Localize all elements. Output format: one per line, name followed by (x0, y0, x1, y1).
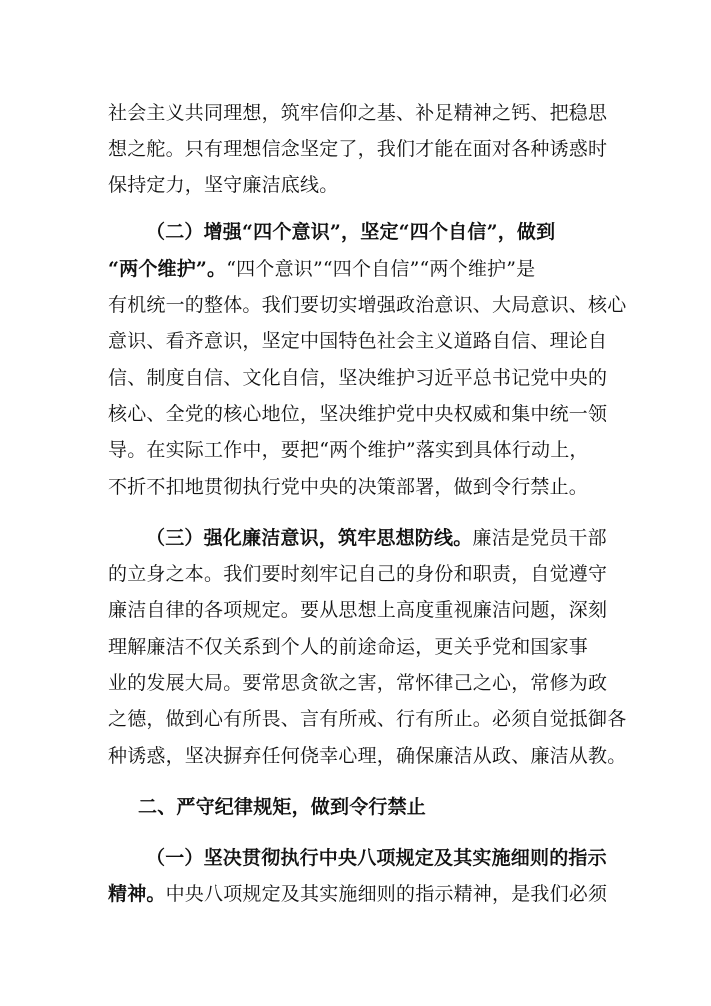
paragraph-line (108, 880, 606, 908)
section-heading-1: （一）坚决贯彻执行中央八项规定及其实施细则的指示 (146, 847, 607, 869)
paragraph-line: 廉洁自律的各项规定。要从思想上高度重视廉洁问题，深刻 (108, 599, 608, 621)
section-heading-2-end: “两个维护”。 (108, 258, 227, 280)
paragraph-text: “四个意识”“四个自信”“两个维护”是 (226, 258, 536, 280)
paragraph-line: 核心、全党的核心地位，坚决维护党中央权威和集中统一领 (108, 403, 608, 425)
section-heading-line (108, 218, 644, 246)
paragraph-line: 的立身之本。我们要时刻牢记自己的身份和职责，自觉遵守 (108, 563, 608, 585)
section-heading-3: （三）强化廉洁意识，筑牢思想防线。 (146, 527, 473, 549)
paragraph-line: 不折不扣地贯彻执行党中央的决策部署，做到令行禁止。 (108, 476, 589, 498)
chapter-heading: 二、严守纪律规矩，做到令行禁止 (138, 796, 427, 818)
paragraph-line: 种诱惑，坚决摒弃任何侥幸心理，确保廉洁从政、廉洁从教。 (108, 745, 627, 767)
paragraph-line: 导。在实际工作中，要把“两个维护”落实到具体行动上， (108, 439, 589, 461)
paragraph-line: 之德，做到心有所畏、言有所戒、行有所止。必须自觉抵御各 (108, 708, 627, 730)
paragraph-line: 想之舵。只有理想信念坚定了，我们才能在面对各种诱惑时 (108, 138, 608, 160)
section-heading-2: （二）增强“四个意识”，坚定“四个自信”，做到 (146, 221, 556, 243)
paragraph-text: 廉洁是党员干部 (472, 527, 607, 549)
paragraph-line: 保持定力，坚守廉洁底线。 (108, 174, 339, 196)
paragraph-line: 社会主义共同理想，筑牢信仰之基、补足精神之钙、把稳思 (108, 102, 608, 124)
paragraph-text: 中央八项规定及其实施细则的指示精神，是我们必须 (165, 883, 608, 905)
section-heading-line (108, 844, 644, 872)
paragraph-line: 信、制度自信、文化自信，坚决维护习近平总书记党中央的 (108, 367, 608, 389)
section-heading-1-end: 精神。 (108, 883, 166, 905)
paragraph-line (108, 255, 606, 283)
paragraph-line: 有机统一的整体。我们要切实增强政治意识、大局意识、核心 (108, 294, 627, 316)
paragraph-line: 理解廉洁不仅关系到个人的前途命运，更关乎党和国家事 (108, 636, 589, 658)
section-heading-line (108, 524, 644, 552)
paragraph-line: 意识、看齐意识，坚定中国特色社会主义道路自信、理论自 (108, 330, 608, 352)
paragraph-line: 业的发展大局。要常思贪欲之害，常怀律己之心，常修为政 (108, 672, 608, 694)
